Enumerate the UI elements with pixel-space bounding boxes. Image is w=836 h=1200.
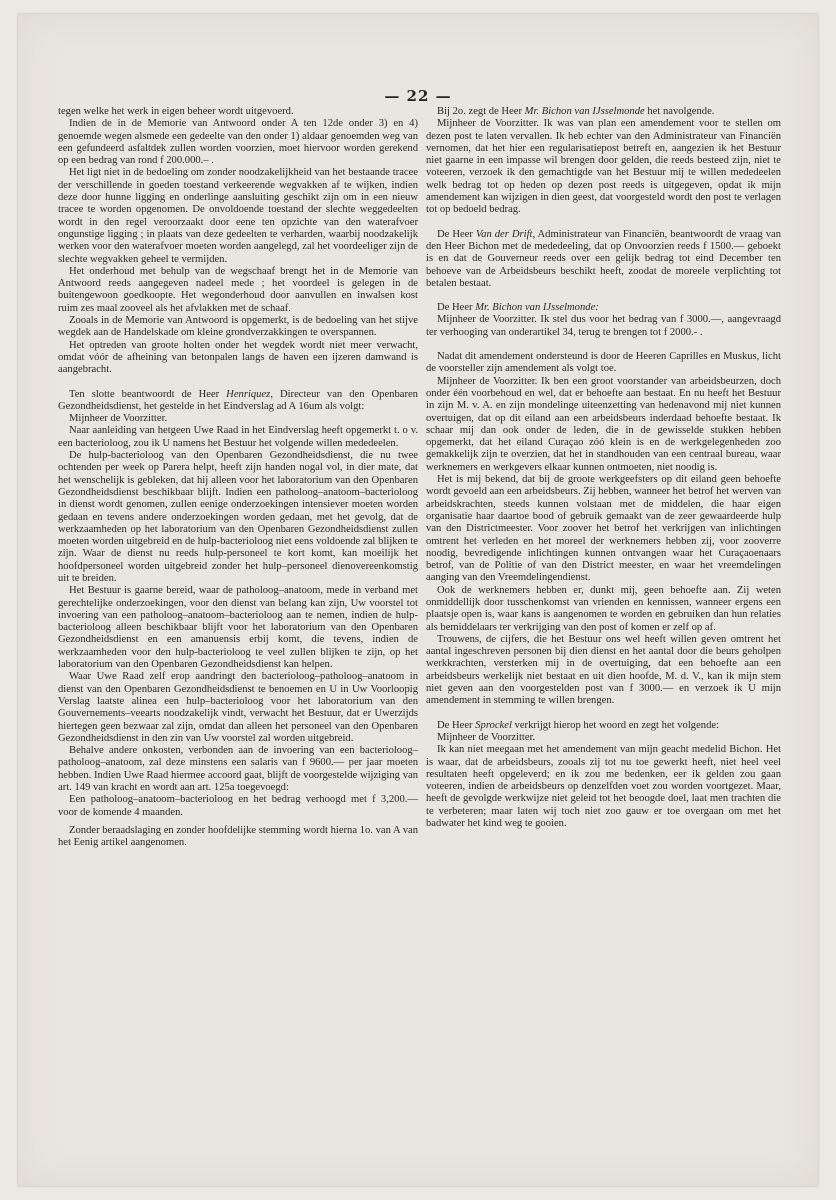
paragraph: Het onderhoud met behulp van de wegschaaf brengt het in de Memorie van Antwoord reeds aangegeven nadeel mede ; het voordeel is gelegen in de buitengewoon goedkoopte. Het wegonderhoud door aanvullen en inwalsen kost ruim zes maal zooveel als het afvlakken met de schaaf. xyxy=(58,265,418,314)
paragraph: Een patholoog–anatoom–bacterioloog en het bedrag verhoogd met f 3,200.— voor de komende 4 maanden. xyxy=(58,794,418,818)
paragraph-bichon-intro: Bij 2o. zegt de Heer Mr. Bichon van IJsselmonde het navolgende. xyxy=(437,106,715,117)
paragraph-bichon-2: De Heer Mr. Bichon van IJsselmonde: xyxy=(437,302,599,314)
paragraph: Indien de in de Memorie van Antwoord onder A ten 12de onder 3) en 4) genoemde wegen alsmede een gedeelte van den onder 1) aldaar genoemden weg van een gefundeerd asfaltdek zullen worden voorzien, moet hiervoor worden gerekend op een bedrag van rond f 200.000.– . xyxy=(58,118,418,167)
paragraph-sprockel: De Heer Sprockel verkrijgt hierop het woord en zegt het volgende: xyxy=(437,719,720,731)
paragraph: Ook de werknemers hebben er, dunkt mij, geen behoefte aan. Zij weten onmiddellijk door tusschenkomst van vrienden en kennissen, wanneer ergens een plaatsje open is, waar kans is aangenomen te worden en gebruiken dan hun relaties als bemiddelaars ter verkrijging van den post of komen er zelf op af. xyxy=(426,584,781,633)
left-column xyxy=(58,106,418,850)
paragraph: Trouwens, de cijfers, die het Bestuur ons wel heeft willen geven omtrent het aantal ingeschreven personen bij dien dienst en het aantal door die beurs geholpen werkkrachten, versterken mij in de overtuiging, dat een behoefte aan een arbeidsbeurs werkelijk niet bestaat en uit dien hoofde, M. d. V., kan ik mijn stem niet geven aan den voorgestelden post van f 3000.— en verzoek ik U mijn amendement in stemming te willen brengen. xyxy=(426,633,781,707)
paragraph: Het Bestuur is gaarne bereid, waar de patholoog–anatoom, mede in verband met gerechtelijke onderzoekingen, voor den dienst van belang kan zijn, Uw voorstel tot invoering van een patholoog–anatoom–bacterioloog aan te nemen, indien de hulp-bacterioloog alleen beschikbaar blijft voor het laboratorium van den Openbaren Gezondheidsdienst en een amanuensis erbij komt, die tevens, indien de werkzaamheden voor den hulp-bacterioloog te veel zullen blijken te zijn, op het laboratorium van den Openbaren Gezondheidsdienst kan helpen. xyxy=(58,585,418,671)
paragraph: Waar Uwe Raad zelf erop aandringt den bacterioloog–patholoog–anatoom in dienst van den Openbaren Gezondheidsdienst te benoemen en U in Uw Voorloopig Verslag laatste alinea een hulp–bacterioloog voor het laboratorium van den Gouvernements–veearts noodzakelijk vindt, verwacht het Bestuur, dat er Uwerzijds hiertegen geen bezwaar zal zijn, omdat dan alleen het personeel van den Openbaren Gezondheidsdienst in den zin van Uw voorstel zal worden uitgebreid. xyxy=(58,671,418,744)
paragraph: tegen welke het werk in eigen beheer wordt uitgevoerd. xyxy=(58,106,294,117)
paragraph: Zooals in de Memorie van Antwoord is opgemerkt, is de bedoeling van het stijve wegdek aan de Handelskade om kleine grondverzakkingen te overspannen. xyxy=(58,315,418,339)
paragraph: Het ligt niet in de bedoeling om zonder noodzakelijkheid van het bestaande tracee der verschillende in goeden toestand verkeerende wegvakken af te wijken, indien deze door hunne ligging en onderlinge aansluiting geschikt zijn om in een nieuw tracee te worden opgenomen. De onvoldoende toestand der slechte weggedeelten wordt in den regel veroorzaakt door eene ten opzichte van den waterafvoer ongunstige ligging ; in plaats van deze gedeelten te verharden, waarbij noodzakelijk werken voor den waterafvoer moeten worden aangelegd, zal het voordeeliger zijn de slechte wegvakken geheel te vermijden. xyxy=(58,167,418,265)
paragraph: Mijnheer de Voorzitter. Ik ben een groot voorstander van arbeidsbeurzen, doch onder één voorbehoud en wel, dat er behoefte aan bestaat. En nu heeft het Bestuur in zijn M. v. A. en zijn mondelinge uiteenzetting van hedenavond mij niet kunnen overtuigen, dat op dit eiland aan een arbeidsbeurs inderdaad behoefte bestaat. Ik schaar mij dan ook onder de leden, die in de gewisselde stukken hebben opgemerkt, dat het eiland Curaçao zóó klein is en de werkgelegenheden zoo gemakkelijk zijn te overzien, dat het in standhouden van een centraal bureau, waar werknemers en werkgevers elkaar kunnen ontmoeten, niet noodig is. xyxy=(426,375,781,473)
page-number: — 22 — xyxy=(384,87,452,105)
salutation: Mijnheer de Voorzitter. xyxy=(69,413,168,425)
speaker-name: Van der Drift xyxy=(475,228,533,240)
speaker-name: Mr. Bichon van IJsselmonde: xyxy=(475,302,599,314)
paragraph: Ik kan niet meegaan met het amendement van mijn geacht medelid Bichon. Het is waar, dat de arbeidsbeurs, zooals zij tot nu toe gewerkt heeft, niet heel veel resultaten heeft opgeleverd; en ik zou me bedenken, eer ik gelden zou gaan voteeren, indien de arbeidsbeurs op denzelfden voet zou worden voortgezet. Maar, heeft de gevolgde werkwijze niet geleid tot het beoogde doel, laat men trachten die te verbeteren; maar laten wij toch niet zoo gauw er toe overgaan om met het badwater het kind weg te gooien. xyxy=(426,744,781,830)
salutation: Mijnheer de Voorzitter. xyxy=(437,731,536,743)
paragraph-van-der-drift: De Heer Van der Drift, Administrateur van Financiën, beantwoordt de vraag van den Heer Bichon met de mededeeling, dat op Onvoorzien reeds f 1500.— geboekt is en dat de Gouverneur reeds over een gelijk bedrag tot eind December ten behoeve van de Arbeidsbeurs beschikt heeft, zoodat de moreele verplichting tot betalen bestaat. xyxy=(426,228,781,289)
paragraph: Het optreden van groote holten onder het wegdek wordt niet meer verwacht, omdat vóór de afheining van betonpalen langs de haven een ijzeren damwand is aangebracht. xyxy=(58,339,418,376)
speaker-name: Mr. Bichon van IJsselmonde xyxy=(524,106,645,117)
paragraph: Mijnheer de Voorzitter. Ik stel dus voor het bedrag van f 3000.—, aangevraagd ter verhooging van onderartikel 34, terug te brengen tot f 2000.- . xyxy=(426,314,781,338)
paragraph: Mijnheer de Voorzitter. Ik was van plan een amendement voor te stellen om dezen post te laten vervallen. Ik heb echter van den Administrateur van Financiën vernomen, dat het hier een regularisatiepost betreft en, aangezien ik het Bestuur niet gaarne in een impasse wil brengen door gelden, die reeds besteed zijn, niet te voteeren, verzoek ik den gemachtigde van het Bestuur mij te willen mededeelen welk bedrag tot op heden op dezen post reeds is uitgegeven, opdat ik mijn amendement kan wijzigen in dien geest, dat voorgesteld wordt den post te verlagen tot op bedoeld bedrag. xyxy=(426,118,781,216)
right-column xyxy=(426,106,781,830)
paragraph: Behalve andere onkosten, verbonden aan de invoering van een bacterioloog–patholoog–anatoom, zal deze minstens een salaris van f 9600.— per jaar moeten hebben. Indien Uwe Raad hiermee accoord gaat, blijft de voorgestelde wijziging van art. 149 van kracht en wordt aan art. 125a toegevoegd: xyxy=(58,745,418,794)
paragraph: Zonder beraadslaging en zonder hoofdelijke stemming wordt hierna 1o. van A van het Eenig artikel aangenomen. xyxy=(58,824,418,849)
speaker-name: Henriquez xyxy=(226,388,271,400)
paragraph: Nadat dit amendement ondersteund is door de Heeren Caprilles en Muskus, licht de voorsteller zijn amendement als volgt toe. xyxy=(426,351,781,375)
paragraph: Het is mij bekend, dat bij de groote werkgeefsters op dit eiland geen behoefte wordt gevoeld aan een arbeidsbeurs. Zij hebben, wanneer het betrof het werven van arbeidskrachten, steeds kunnen volstaan met de middelen, die haar eigen organisatie haar daartoe bood of gebruik gemaakt van de zeer gewaardeerde hulp van den Districtmeester. Voor zoover het betrof het verkrijgen van inlichtingen omtrent het verleden en het moreel der werknemers hebben zij, voor zooverre noodig, bevredigende inlichtingen kunnen ontvangen waar het Curaçaoenaars betrof, van de Politie of van den District meester, en waar het vreemdelingen aanging van den Vreemdelingendienst. xyxy=(426,474,781,584)
paragraph: Naar aanleiding van hetgeen Uwe Raad in het Eindverslag heeft opgemerkt t. o v. een bacterioloog, zou ik U namens het Bestuur het volgende willen mededeelen. xyxy=(58,425,418,449)
speaker-name: Sprockel xyxy=(475,719,512,731)
paragraph-henriquez: Ten slotte beantwoordt de Heer Henriquez, Directeur van den Openbaren Gezondheidsdienst, het gestelde in het Eindverslag ad A 16um als volgt: xyxy=(58,388,418,412)
paragraph: De hulp-bacterioloog van den Openbaren Gezondheidsdienst, die nu twee ochtenden per week op Parera helpt, heeft zijn handen nogal vol, in dier mate, dat het wenschelijk is gebleken, dat hij alleen voor het laboratorium van den Openbaren Gezondheidsdienst beschikbaar blijft. Indien een patholoog–anatoom–bacterioloog in dienst wordt genomen, zullen eenige onderzoekingen intensiever moeten worden gedaan en tevens andere onderzoekingen worden gedaan, met het gevolg, dat de werkzaamheden op het laboratorium van den Openbaren Gezondheidsdienst zullen moeten worden uitgebreid en de hulp-bacterioloog niet eens voldoende zal blijken te zijn. Waar de dienst nu reeds hulp-personeel te kort komt, kan moeilijk het hoofdpersoneel worden uitgebreid zonder het hulp–personeel dienovereenkomstig uit te breiden. xyxy=(58,450,418,584)
